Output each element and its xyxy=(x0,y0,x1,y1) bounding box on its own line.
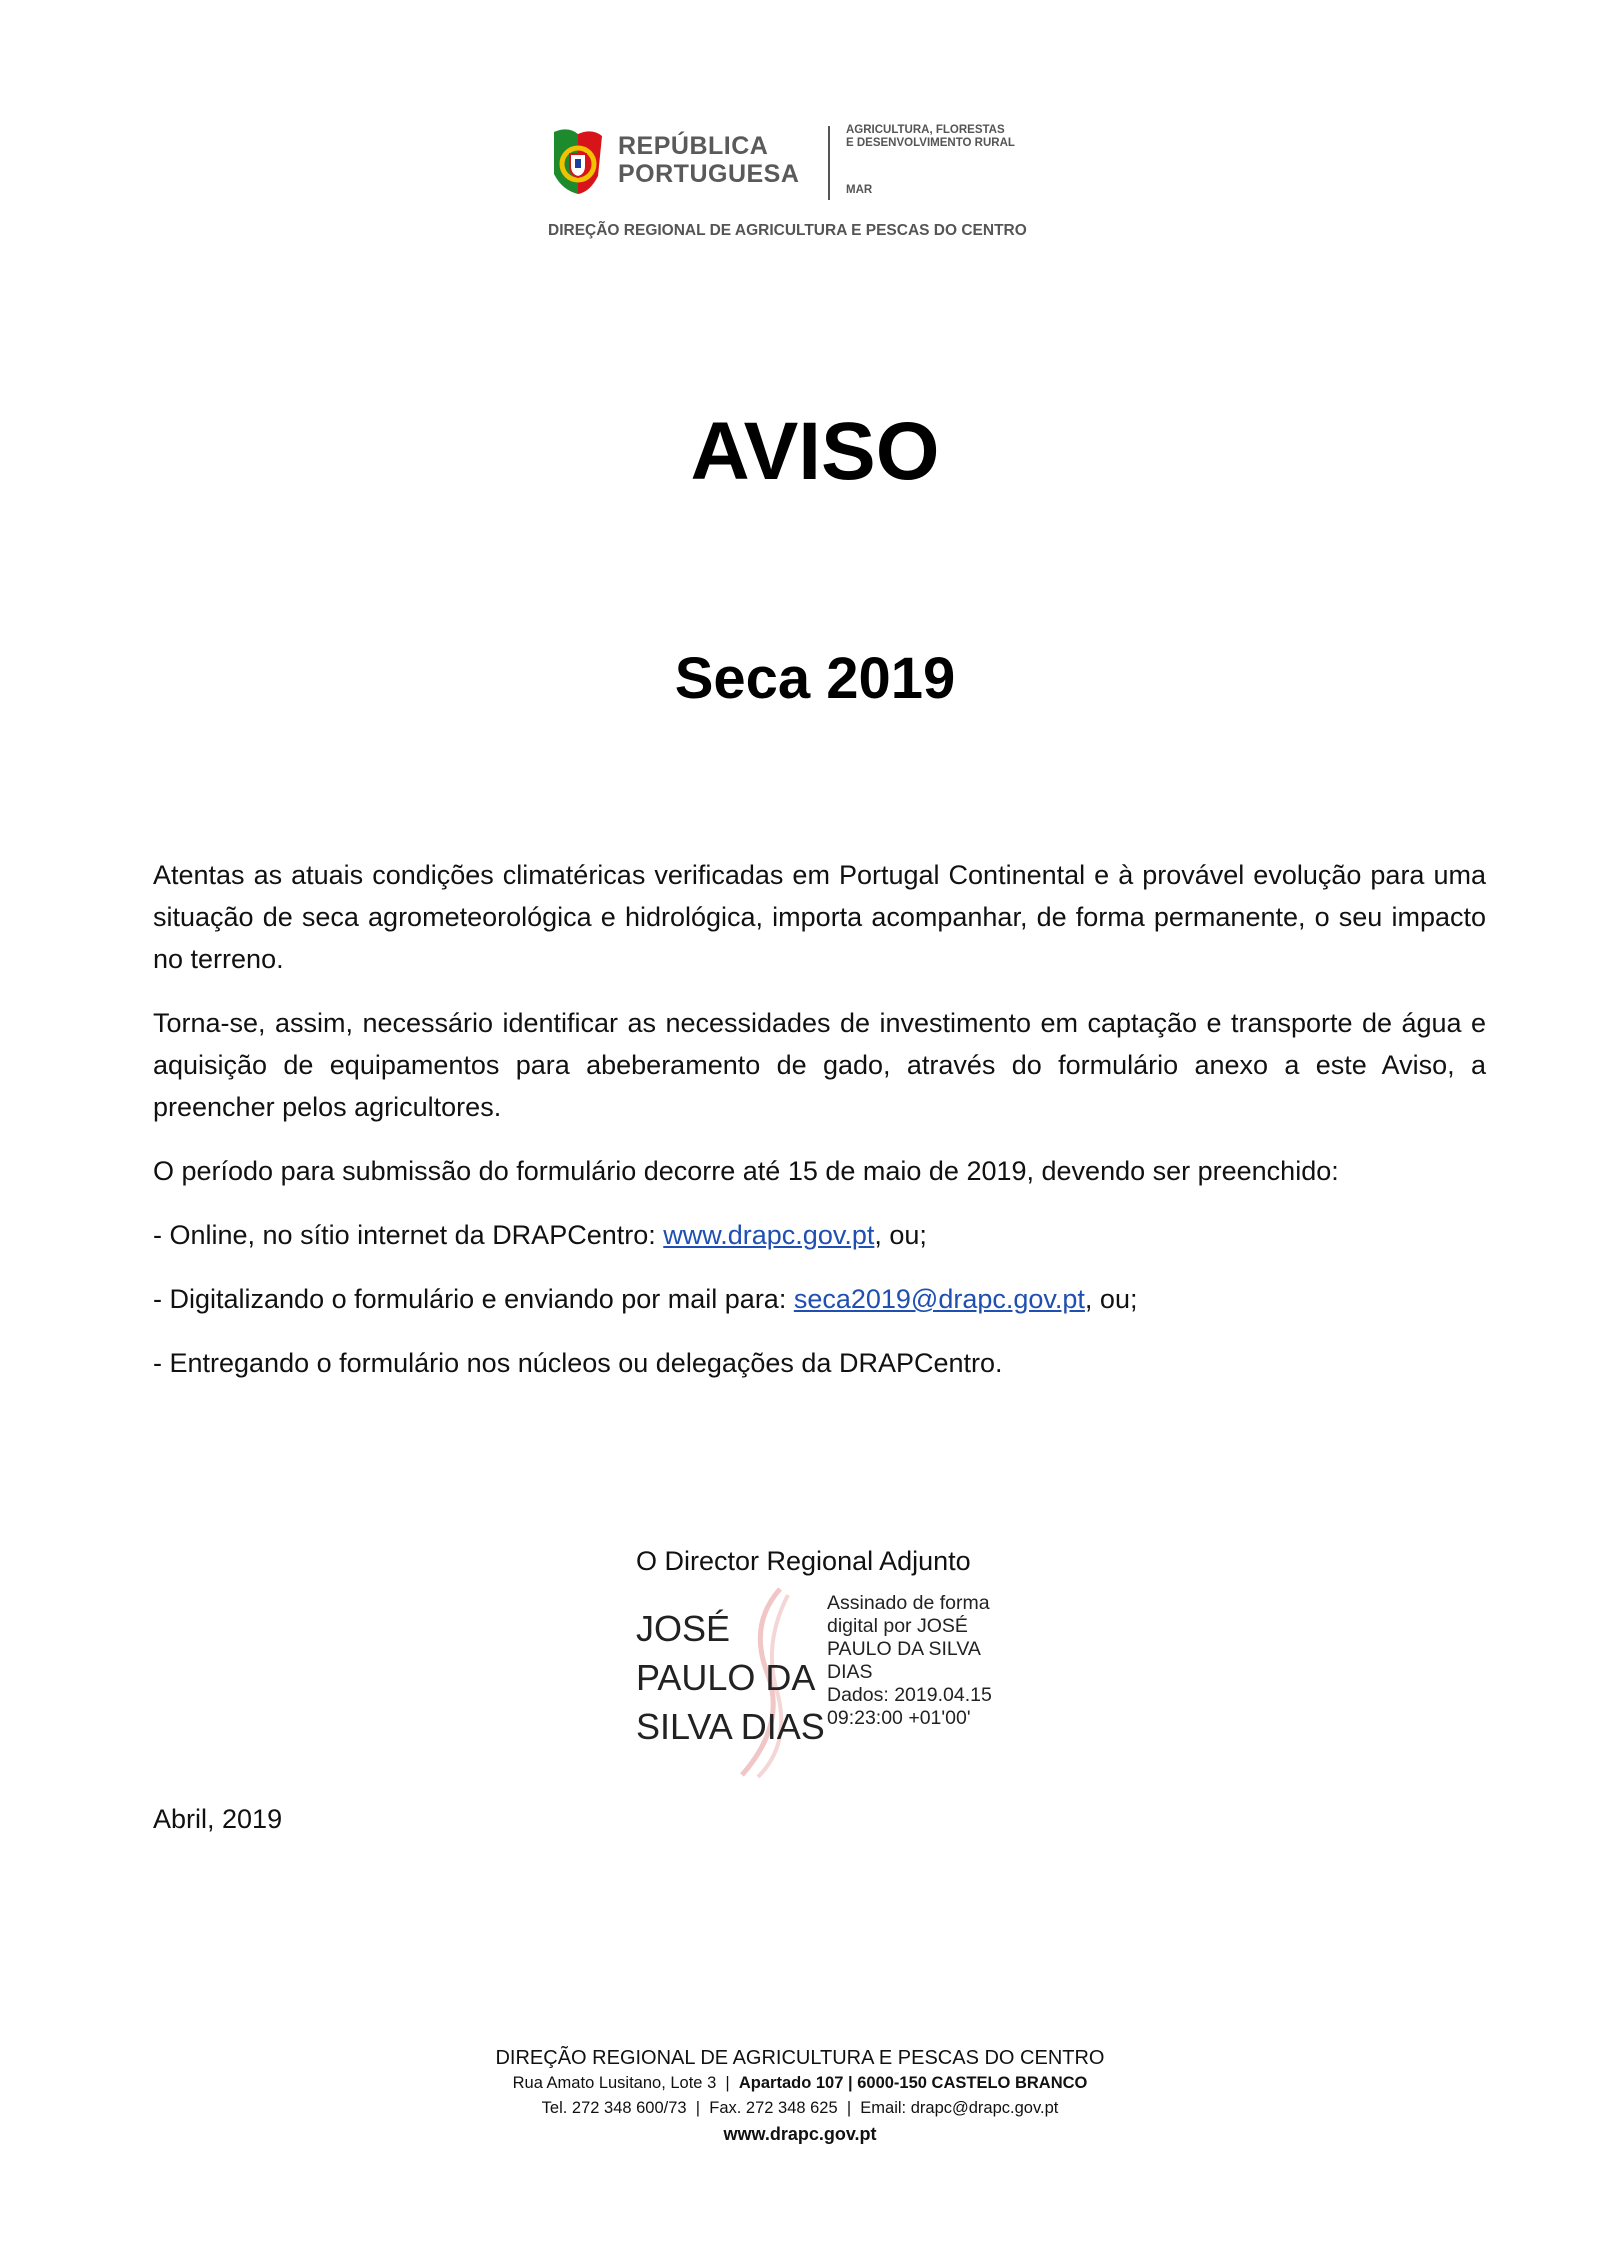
digital-signature-details xyxy=(827,1592,992,1730)
signature-detail-1: Assinado de forma xyxy=(827,1592,990,1614)
document-date: Abril, 2019 xyxy=(153,1804,283,1834)
page-subtitle: Seca 2019 xyxy=(674,646,956,711)
signatory-name-line1: JOSÉ xyxy=(636,1608,731,1649)
footer-box: Apartado 107 xyxy=(738,2074,844,2092)
signatory-name-line3: SILVA DIAS xyxy=(636,1706,825,1747)
list-item-online xyxy=(153,1214,1486,1256)
ministry-line1: AGRICULTURA, FLORESTAS xyxy=(846,124,1005,136)
signatory-role: O Director Regional Adjunto xyxy=(636,1546,971,1576)
logo-divider xyxy=(828,126,830,200)
portuguese-emblem-icon xyxy=(548,124,606,200)
footer-website[interactable]: www.drapc.gov.pt xyxy=(723,2124,877,2144)
footer-street: Rua Amato Lusitano, Lote 3 xyxy=(512,2074,717,2092)
list-item-email-suffix: , ou; xyxy=(1084,1284,1138,1314)
website-link[interactable]: www.drapc.gov.pt xyxy=(663,1220,875,1250)
footer-phone: Tel. 272 348 600/73 xyxy=(541,2099,687,2117)
logo-republica: REPÚBLICA xyxy=(618,132,769,160)
list-item-email-prefix: - Digitalizando o formulário e enviando por mail para: xyxy=(153,1284,794,1314)
signatory-name-line2: PAULO DA xyxy=(636,1657,816,1698)
list-item-email xyxy=(153,1278,1486,1320)
footer-directorate: DIREÇÃO REGIONAL DE AGRICULTURA E PESCAS DO CENTRO xyxy=(495,2047,1105,2069)
paragraph-1: Atentas as atuais condições climatéricas verificadas em Portugal Continental e à provável evolução para uma situação de seca agrometeorológica e hidrológica, importa acompanhar, de forma permanente, o seu impacto no terreno. xyxy=(153,860,1486,974)
paragraph-3: O período para submissão do formulário decorre até 15 de maio de 2019, devendo ser preenchido: xyxy=(153,1156,1339,1186)
ministry-mar: MAR xyxy=(846,184,873,196)
directorate-name: DIREÇÃO REGIONAL DE AGRICULTURA E PESCAS DO CENTRO xyxy=(548,222,1027,239)
list-item-delivery: - Entregando o formulário nos núcleos ou delegações da DRAPCentro. xyxy=(153,1348,1003,1378)
ministry-name xyxy=(846,124,1015,150)
footer-email: Email: drapc@drapc.gov.pt xyxy=(860,2099,1059,2117)
list-item-online-suffix: , ou; xyxy=(874,1220,927,1250)
paragraph-2: Torna-se, assim, necessário identificar as necessidades de investimento em captação e transporte de água e aquisição de equipamentos para abeberamento de gado, através do formulário anexo a este Aviso, a preencher pelos agricultores. xyxy=(153,1008,1486,1122)
page-title: AVISO xyxy=(690,406,940,497)
signature-detail-2: digital por JOSÉ xyxy=(827,1615,968,1637)
footer xyxy=(0,2045,1600,2147)
logo-portuguesa: PORTUGUESA xyxy=(618,160,800,188)
header-logo xyxy=(548,118,1048,258)
footer-city: 6000-150 CASTELO BRANCO xyxy=(857,2074,1088,2092)
footer-fax: Fax. 272 348 625 xyxy=(709,2099,838,2117)
logo-wordmark xyxy=(618,132,799,188)
notice-body xyxy=(153,854,1486,1406)
signature-detail-4: DIAS xyxy=(827,1661,873,1683)
email-link[interactable]: seca2019@drapc.gov.pt xyxy=(793,1284,1085,1314)
signatory-name xyxy=(636,1604,825,1751)
footer-address: Rua Amato Lusitano, Lote 3 | Apartado 107 | 6000-150 CASTELO BRANCO xyxy=(512,2074,1088,2092)
signature-detail-5: Dados: 2019.04.15 xyxy=(827,1684,992,1706)
list-item-online-prefix: - Online, no sítio internet da DRAPCentro: xyxy=(153,1220,664,1250)
signature-detail-3: PAULO DA SILVA xyxy=(827,1638,981,1660)
footer-contacts: Tel. 272 348 600/73 | Fax. 272 348 625 | Email: drapc@drapc.gov.pt xyxy=(541,2099,1059,2117)
ministry-line2: E DESENVOLVIMENTO RURAL xyxy=(846,137,1015,149)
signature-detail-6: 09:23:00 +01'00' xyxy=(827,1707,971,1729)
